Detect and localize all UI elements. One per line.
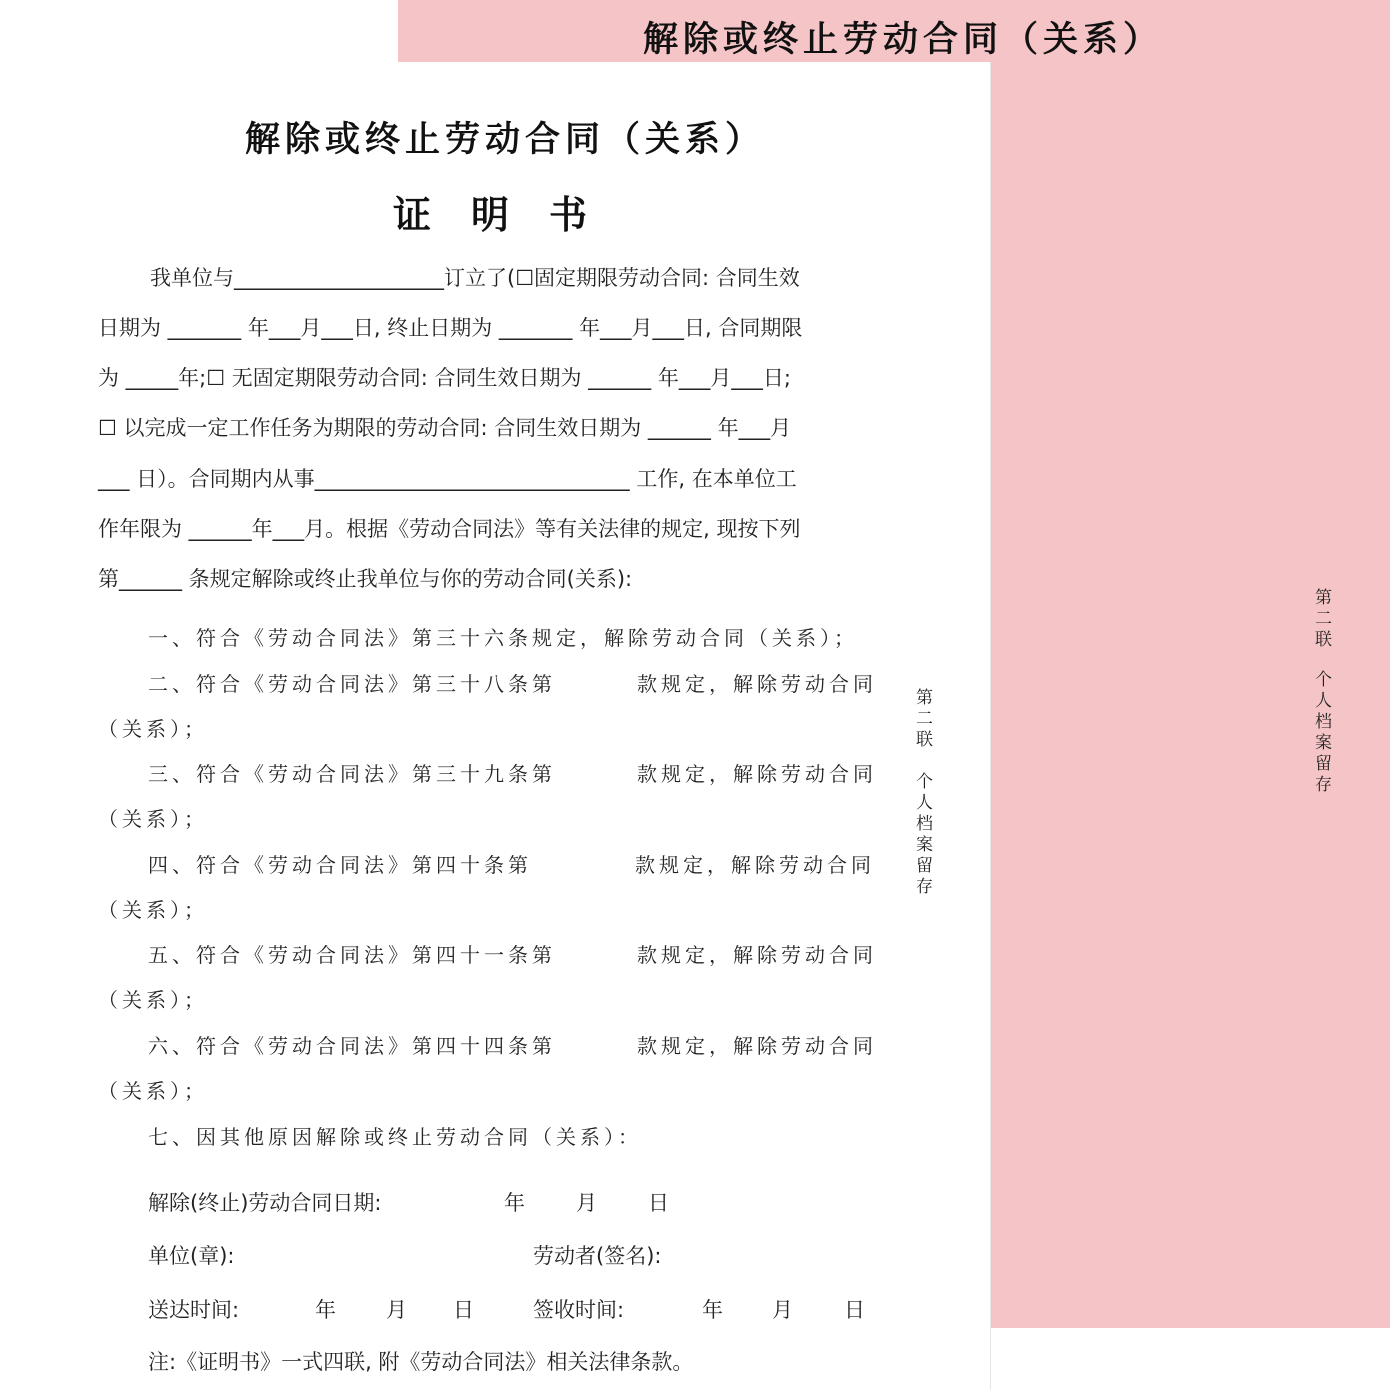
document-subtitle: 证明书 (392, 192, 627, 237)
body-line: ___ 日）。合同期内从事______________________________ 工作, 在本单位工 (98, 467, 797, 491)
year-label: 年 (702, 1298, 723, 1322)
month-label: 月 (576, 1191, 597, 1215)
unit-seal-label: 单位(章): (148, 1244, 235, 1268)
document-title: 解除或终止劳动合同（关系） (244, 119, 765, 160)
body-line: 我单位与____________________订立了(☐固定期限劳动合同: 合同生效 (150, 266, 800, 290)
back-sheet-copy-number: 第二联 (1311, 588, 1331, 651)
clause-item-6: 六、符合《劳动合同法》第四十四条第 (148, 1034, 556, 1058)
clause-item-3-right: 款规定，解除劳动合同 (637, 762, 877, 786)
clause-item-6-cont: （关系）； (98, 1079, 208, 1103)
clause-item-7: 七、因其他原因解除或终止劳动合同（关系）： (148, 1125, 642, 1149)
month-label: 月 (772, 1298, 793, 1322)
clause-item-1: 一、符合《劳动合同法》第三十六条规定，解除劳动合同（关系）； (148, 626, 858, 650)
copy-purpose: 个人档案留存 (912, 772, 932, 898)
clause-item-4-cont: （关系）； (98, 898, 208, 922)
delivery-time-label: 送达时间: (148, 1298, 240, 1322)
clause-item-4-right: 款规定，解除劳动合同 (635, 853, 875, 877)
clause-item-4: 四、符合《劳动合同法》第四十条第 (148, 853, 532, 877)
body-line: 作年限为 ______年___月。根据《劳动合同法》等有关法律的规定, 现按下列 (98, 517, 801, 541)
body-line: 为 _____年;☐ 无固定期限劳动合同: 合同生效日期为 ______ 年___月___日; (98, 366, 791, 390)
note-text: 注:《证明书》一式四联, 附《劳动合同法》相关法律条款。 (148, 1350, 694, 1374)
day-label: 日 (844, 1298, 865, 1322)
worker-sign-label: 劳动者(签名): (533, 1244, 662, 1268)
clause-item-2: 二、符合《劳动合同法》第三十八条第 (148, 672, 556, 696)
clause-item-5-right: 款规定，解除劳动合同 (637, 943, 877, 967)
back-sheet-title: 解除或终止劳动合同（关系） (642, 19, 1163, 60)
copy-number: 第二联 (912, 688, 932, 751)
clause-item-3: 三、符合《劳动合同法》第三十九条第 (148, 762, 556, 786)
front-sheet-certificate (0, 62, 990, 1390)
clause-item-3-cont: （关系）； (98, 807, 208, 831)
clause-item-2-cont: （关系）； (98, 717, 208, 741)
body-line: 第______ 条规定解除或终止我单位与你的劳动合同(关系): (98, 567, 633, 591)
termination-date-label: 解除(终止)劳动合同日期: (148, 1191, 382, 1215)
receipt-time-label: 签收时间: (533, 1298, 625, 1322)
month-label: 月 (386, 1298, 407, 1322)
body-line: ☐ 以完成一定工作任务为期限的劳动合同: 合同生效日期为 ______ 年___月 (98, 416, 792, 440)
back-sheet-copy-purpose: 个人档案留存 (1311, 670, 1331, 796)
clause-item-5-cont: （关系）； (98, 988, 208, 1012)
body-line: 日期为 _______ 年___月___日, 终止日期为 _______ 年___月___日, 合同期限 (98, 316, 803, 340)
clause-item-2-right: 款规定，解除劳动合同 (637, 672, 877, 696)
year-label: 年 (504, 1191, 525, 1215)
year-label: 年 (315, 1298, 336, 1322)
day-label: 日 (453, 1298, 474, 1322)
day-label: 日 (648, 1191, 669, 1215)
clause-item-5: 五、符合《劳动合同法》第四十一条第 (148, 943, 556, 967)
clause-item-6-right: 款规定，解除劳动合同 (637, 1034, 877, 1058)
